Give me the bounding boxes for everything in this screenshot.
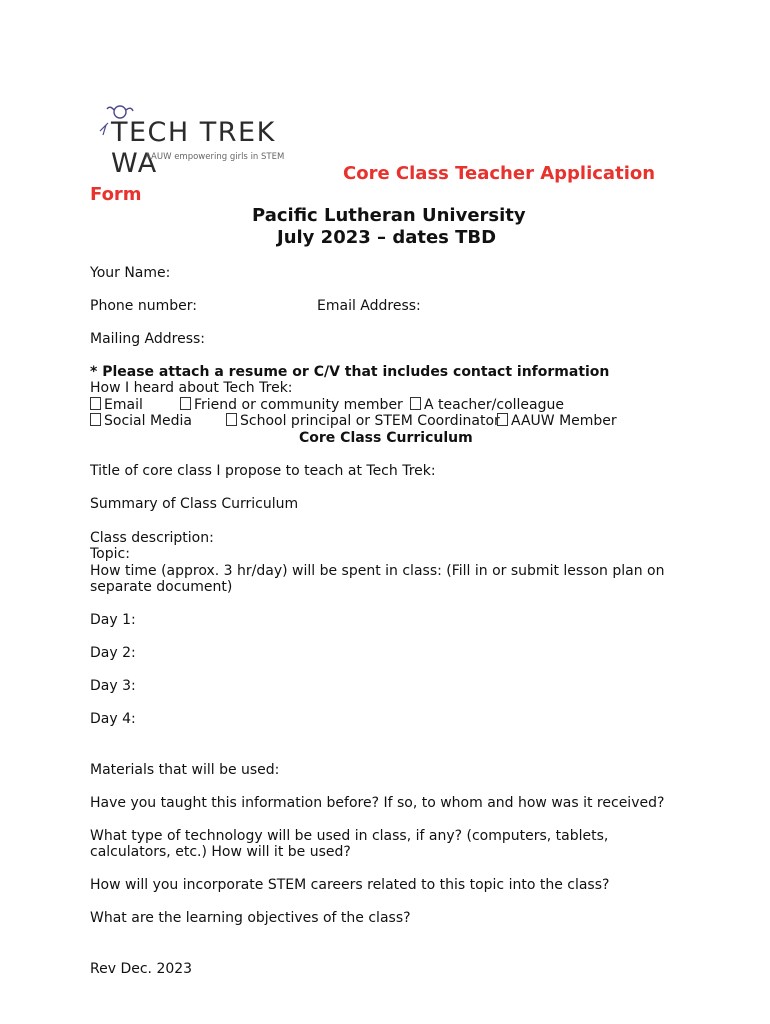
option-aauw-member[interactable]: AAUW Member bbox=[497, 413, 617, 429]
technology-question-line1: What type of technology will be used in class, if any? (computers, tablets, bbox=[90, 828, 609, 844]
option-school-principal[interactable]: School principal or STEM Coordinator bbox=[226, 413, 500, 429]
option-email[interactable]: Email bbox=[90, 397, 143, 413]
checkbox-icon[interactable] bbox=[226, 413, 237, 426]
dates-heading: July 2023 – dates TBD bbox=[277, 227, 497, 248]
option-friend[interactable]: Friend or community member bbox=[180, 397, 403, 413]
time-question-line1: How time (approx. 3 hr/day) will be spent in class: (Fill in or submit lesson plan on bbox=[90, 563, 665, 579]
form-title-line1: Core Class Teacher Application bbox=[343, 163, 656, 184]
revision-footer: Rev Dec. 2023 bbox=[90, 961, 193, 977]
day-2-label: Day 2: bbox=[90, 645, 136, 661]
checkbox-icon[interactable] bbox=[497, 413, 508, 426]
tech-trek-logo bbox=[98, 103, 328, 179]
logo-wordmark: TECH TREK WA bbox=[111, 117, 276, 179]
materials-question: Materials that will be used: bbox=[90, 762, 280, 778]
name-field-label: Your Name: bbox=[90, 265, 171, 281]
summary-label: Summary of Class Curriculum bbox=[90, 496, 299, 512]
time-question-line2: separate document) bbox=[90, 579, 233, 595]
objectives-question: What are the learning objectives of the class? bbox=[90, 910, 411, 926]
heard-about-question: How I heard about Tech Trek: bbox=[90, 380, 293, 396]
option-social-media[interactable]: Social Media bbox=[90, 413, 192, 429]
curriculum-heading: Core Class Curriculum bbox=[299, 430, 473, 446]
phone-field-label: Phone number: bbox=[90, 298, 197, 314]
taught-before-question: Have you taught this information before? If so, to whom and how was it received? bbox=[90, 795, 665, 811]
day-4-label: Day 4: bbox=[90, 711, 136, 727]
class-description-label: Class description: bbox=[90, 530, 214, 546]
day-1-label: Day 1: bbox=[90, 612, 136, 628]
mailing-address-label: Mailing Address: bbox=[90, 331, 206, 347]
logo-tagline: AAUW empowering girls in STEM bbox=[145, 152, 285, 162]
checkbox-icon[interactable] bbox=[90, 397, 101, 410]
stem-careers-question: How will you incorporate STEM careers related to this topic into the class? bbox=[90, 877, 610, 893]
technology-question-line2: calculators, etc.) How will it be used? bbox=[90, 844, 351, 860]
form-title-line2: Form bbox=[90, 184, 142, 205]
resume-note: * Please attach a resume or C/V that includes contact information bbox=[90, 364, 610, 380]
university-heading: Pacific Lutheran University bbox=[252, 205, 526, 226]
checkbox-icon[interactable] bbox=[180, 397, 191, 410]
email-field-label: Email Address: bbox=[317, 298, 421, 314]
checkbox-icon[interactable] bbox=[410, 397, 421, 410]
class-title-question: Title of core class I propose to teach at Tech Trek: bbox=[90, 463, 436, 479]
checkbox-icon[interactable] bbox=[90, 413, 101, 426]
topic-label: Topic: bbox=[90, 546, 130, 562]
option-teacher[interactable]: A teacher/colleague bbox=[410, 397, 564, 413]
day-3-label: Day 3: bbox=[90, 678, 136, 694]
